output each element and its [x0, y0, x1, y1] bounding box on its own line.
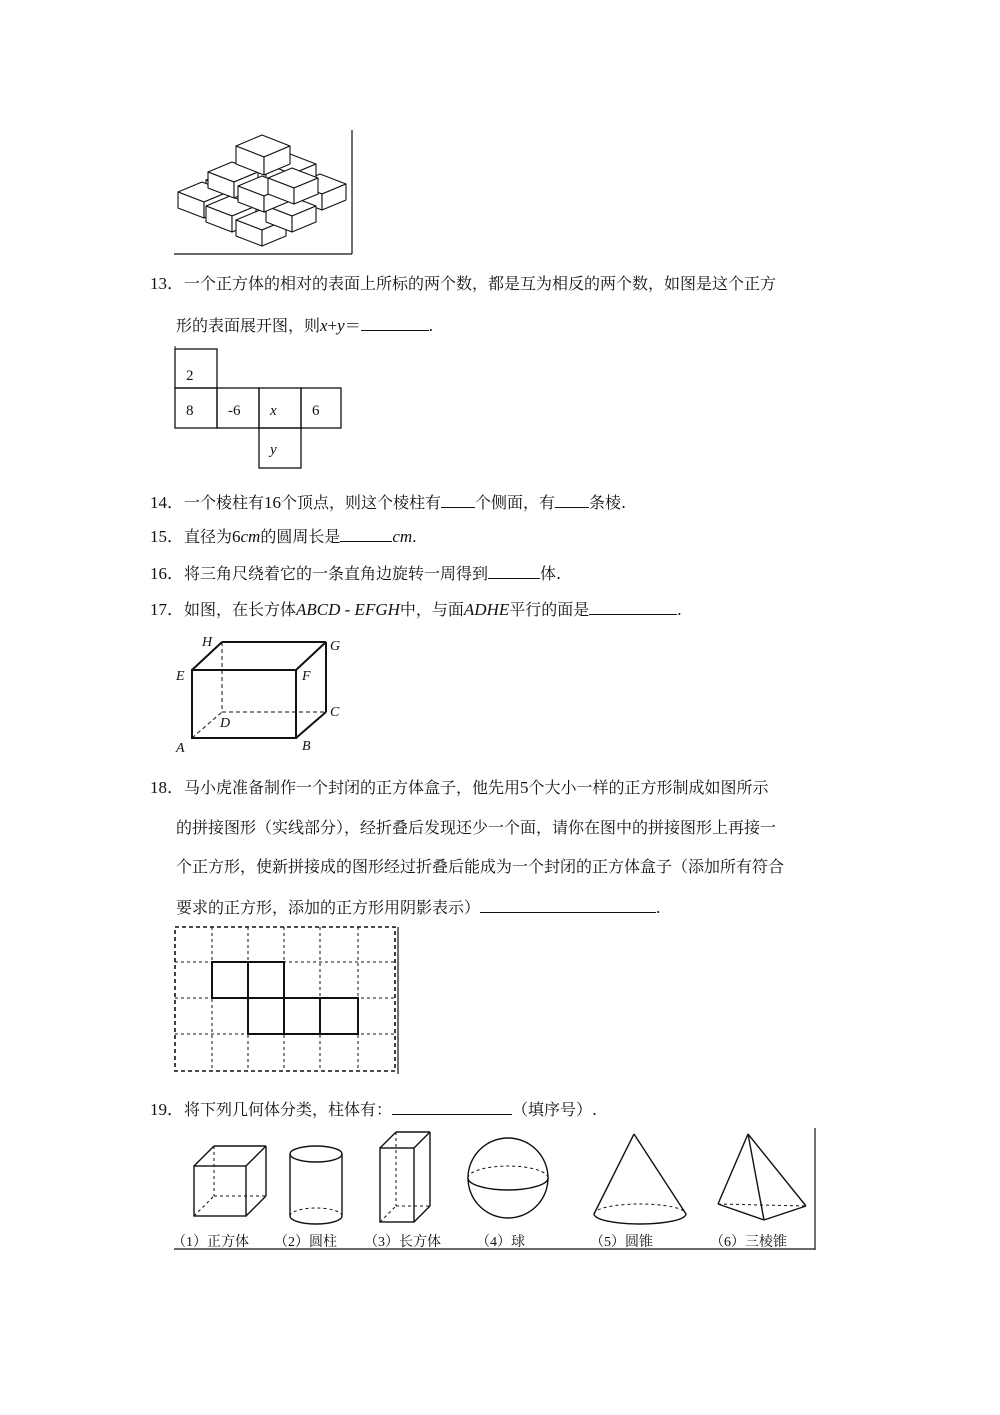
net-cell-1: 8: [186, 403, 194, 419]
vertex-label-F: F: [302, 669, 311, 684]
triangular-pyramid-solid: [718, 1134, 806, 1220]
question-text: 形的表面展开图，则: [176, 316, 321, 335]
question-text: 马小虎准备制作一个封闭的正方体盒子，他先用: [184, 778, 521, 797]
solids-figure: [170, 1126, 820, 1252]
question-text: 平行的面是: [509, 600, 590, 619]
net-cell-3: x: [270, 403, 277, 419]
net-cell-top: 2: [186, 368, 194, 384]
solid-caption-3: （3）长方体: [364, 1235, 441, 1250]
question-text: 条棱.: [589, 493, 627, 512]
solid-name: ABCD - EFGH: [296, 600, 400, 619]
period: .: [656, 898, 661, 917]
question-18-line-4: [176, 896, 660, 918]
square-grid-figure: [172, 924, 400, 1076]
question-number: 13．: [150, 274, 184, 293]
cube-solid: [194, 1146, 266, 1216]
vertex-label-C: C: [330, 705, 340, 720]
cube-net-figure: [172, 346, 344, 472]
question-17: [150, 598, 682, 620]
unit: cm: [240, 527, 261, 546]
period: .: [677, 600, 682, 619]
stacked-cubes-figure: [170, 128, 360, 256]
answer-blank[interactable]: [480, 896, 656, 913]
vertex-label-E: E: [176, 669, 185, 684]
var-x: x: [320, 316, 328, 335]
solid-caption-6: （6）三棱锥: [710, 1235, 787, 1250]
question-text: 体.: [540, 564, 562, 583]
cylinder-solid: [290, 1146, 342, 1224]
cuboid-solid: [380, 1132, 430, 1222]
solid-caption-5: （5）圆锥: [590, 1235, 653, 1250]
vertex-label-D: D: [220, 716, 231, 731]
period: .: [412, 527, 417, 546]
sphere-solid: [468, 1138, 548, 1218]
number-value: 6: [232, 527, 241, 546]
question-text: 一个棱柱有: [184, 493, 265, 512]
question-number: 19．: [150, 1100, 184, 1119]
question-text: 的圆周长是: [260, 527, 341, 546]
net-cell-4: 6: [312, 403, 320, 419]
question-text: （填序号）.: [512, 1100, 598, 1119]
question-text: 要求的正方形，添加的正方形用阴影表示）: [176, 898, 481, 917]
question-text: 个顶点，则这个棱柱有: [281, 493, 442, 512]
answer-blank[interactable]: [488, 562, 540, 579]
answer-blank[interactable]: [392, 1098, 512, 1115]
answer-blank[interactable]: [340, 525, 392, 542]
question-19: [150, 1098, 597, 1120]
question-text: 如图，在长方体: [184, 600, 297, 619]
question-number: 17．: [150, 600, 184, 619]
question-text: 直径为: [184, 527, 233, 546]
question-text: 个侧面，有: [475, 493, 556, 512]
answer-blank[interactable]: [589, 598, 677, 615]
var-y: y: [337, 316, 345, 335]
question-text: 个正方形，使新拼接成的图形经过折叠后能成为一个封闭的正方体盒子（添加所有符合: [176, 857, 785, 876]
number-value: 16: [264, 493, 282, 512]
question-text: 的拼接图形（实线部分），经折叠后发现还少一个面，请你在图中的拼接图形上再接一: [176, 818, 777, 837]
answer-blank[interactable]: [361, 314, 429, 331]
net-cell-2: -6: [228, 403, 241, 419]
question-18-line-1: [150, 778, 769, 798]
answer-blank[interactable]: [441, 491, 475, 508]
question-15: [150, 525, 416, 547]
question-13-line-1: [150, 274, 776, 294]
plus-sign: +: [327, 316, 338, 335]
question-number: 18．: [150, 778, 184, 797]
solid-caption-4: （4）球: [476, 1235, 525, 1250]
number-value: 5: [520, 778, 529, 797]
question-16: [150, 562, 561, 584]
question-18-line-2: [176, 818, 776, 838]
unit: cm: [392, 527, 413, 546]
question-18-line-3: [176, 857, 784, 877]
question-number: 15．: [150, 527, 184, 546]
vertex-label-G: G: [330, 639, 341, 654]
question-number: 14．: [150, 493, 184, 512]
question-text: 中，与面: [399, 600, 464, 619]
solid-caption-2: （2）圆柱: [274, 1235, 337, 1250]
question-text: 将下列几何体分类，柱体有：: [184, 1100, 393, 1119]
cone-solid: [594, 1134, 686, 1224]
question-text: 将三角尺绕着它的一条直角边旋转一周得到: [184, 564, 489, 583]
equals-sign: ＝: [344, 316, 361, 335]
vertex-label-B: B: [302, 739, 311, 754]
net-cell-bottom: y: [270, 442, 277, 458]
question-14: [150, 491, 626, 513]
face-name: ADHE: [463, 600, 510, 619]
question-13-line-2: [176, 314, 433, 336]
period: .: [428, 316, 433, 335]
question-text: 一个正方体的相对的表面上所标的两个数，都是互为相反的两个数，如图是这个正方: [184, 274, 777, 293]
solid-caption-1: （1）正方体: [172, 1235, 249, 1250]
vertex-label-A: A: [176, 741, 185, 755]
question-number: 16．: [150, 564, 184, 583]
question-text: 个大小一样的正方形制成如图所示: [528, 778, 769, 797]
cuboid-figure: [172, 630, 347, 755]
vertex-label-H: H: [202, 635, 213, 650]
answer-blank[interactable]: [555, 491, 589, 508]
